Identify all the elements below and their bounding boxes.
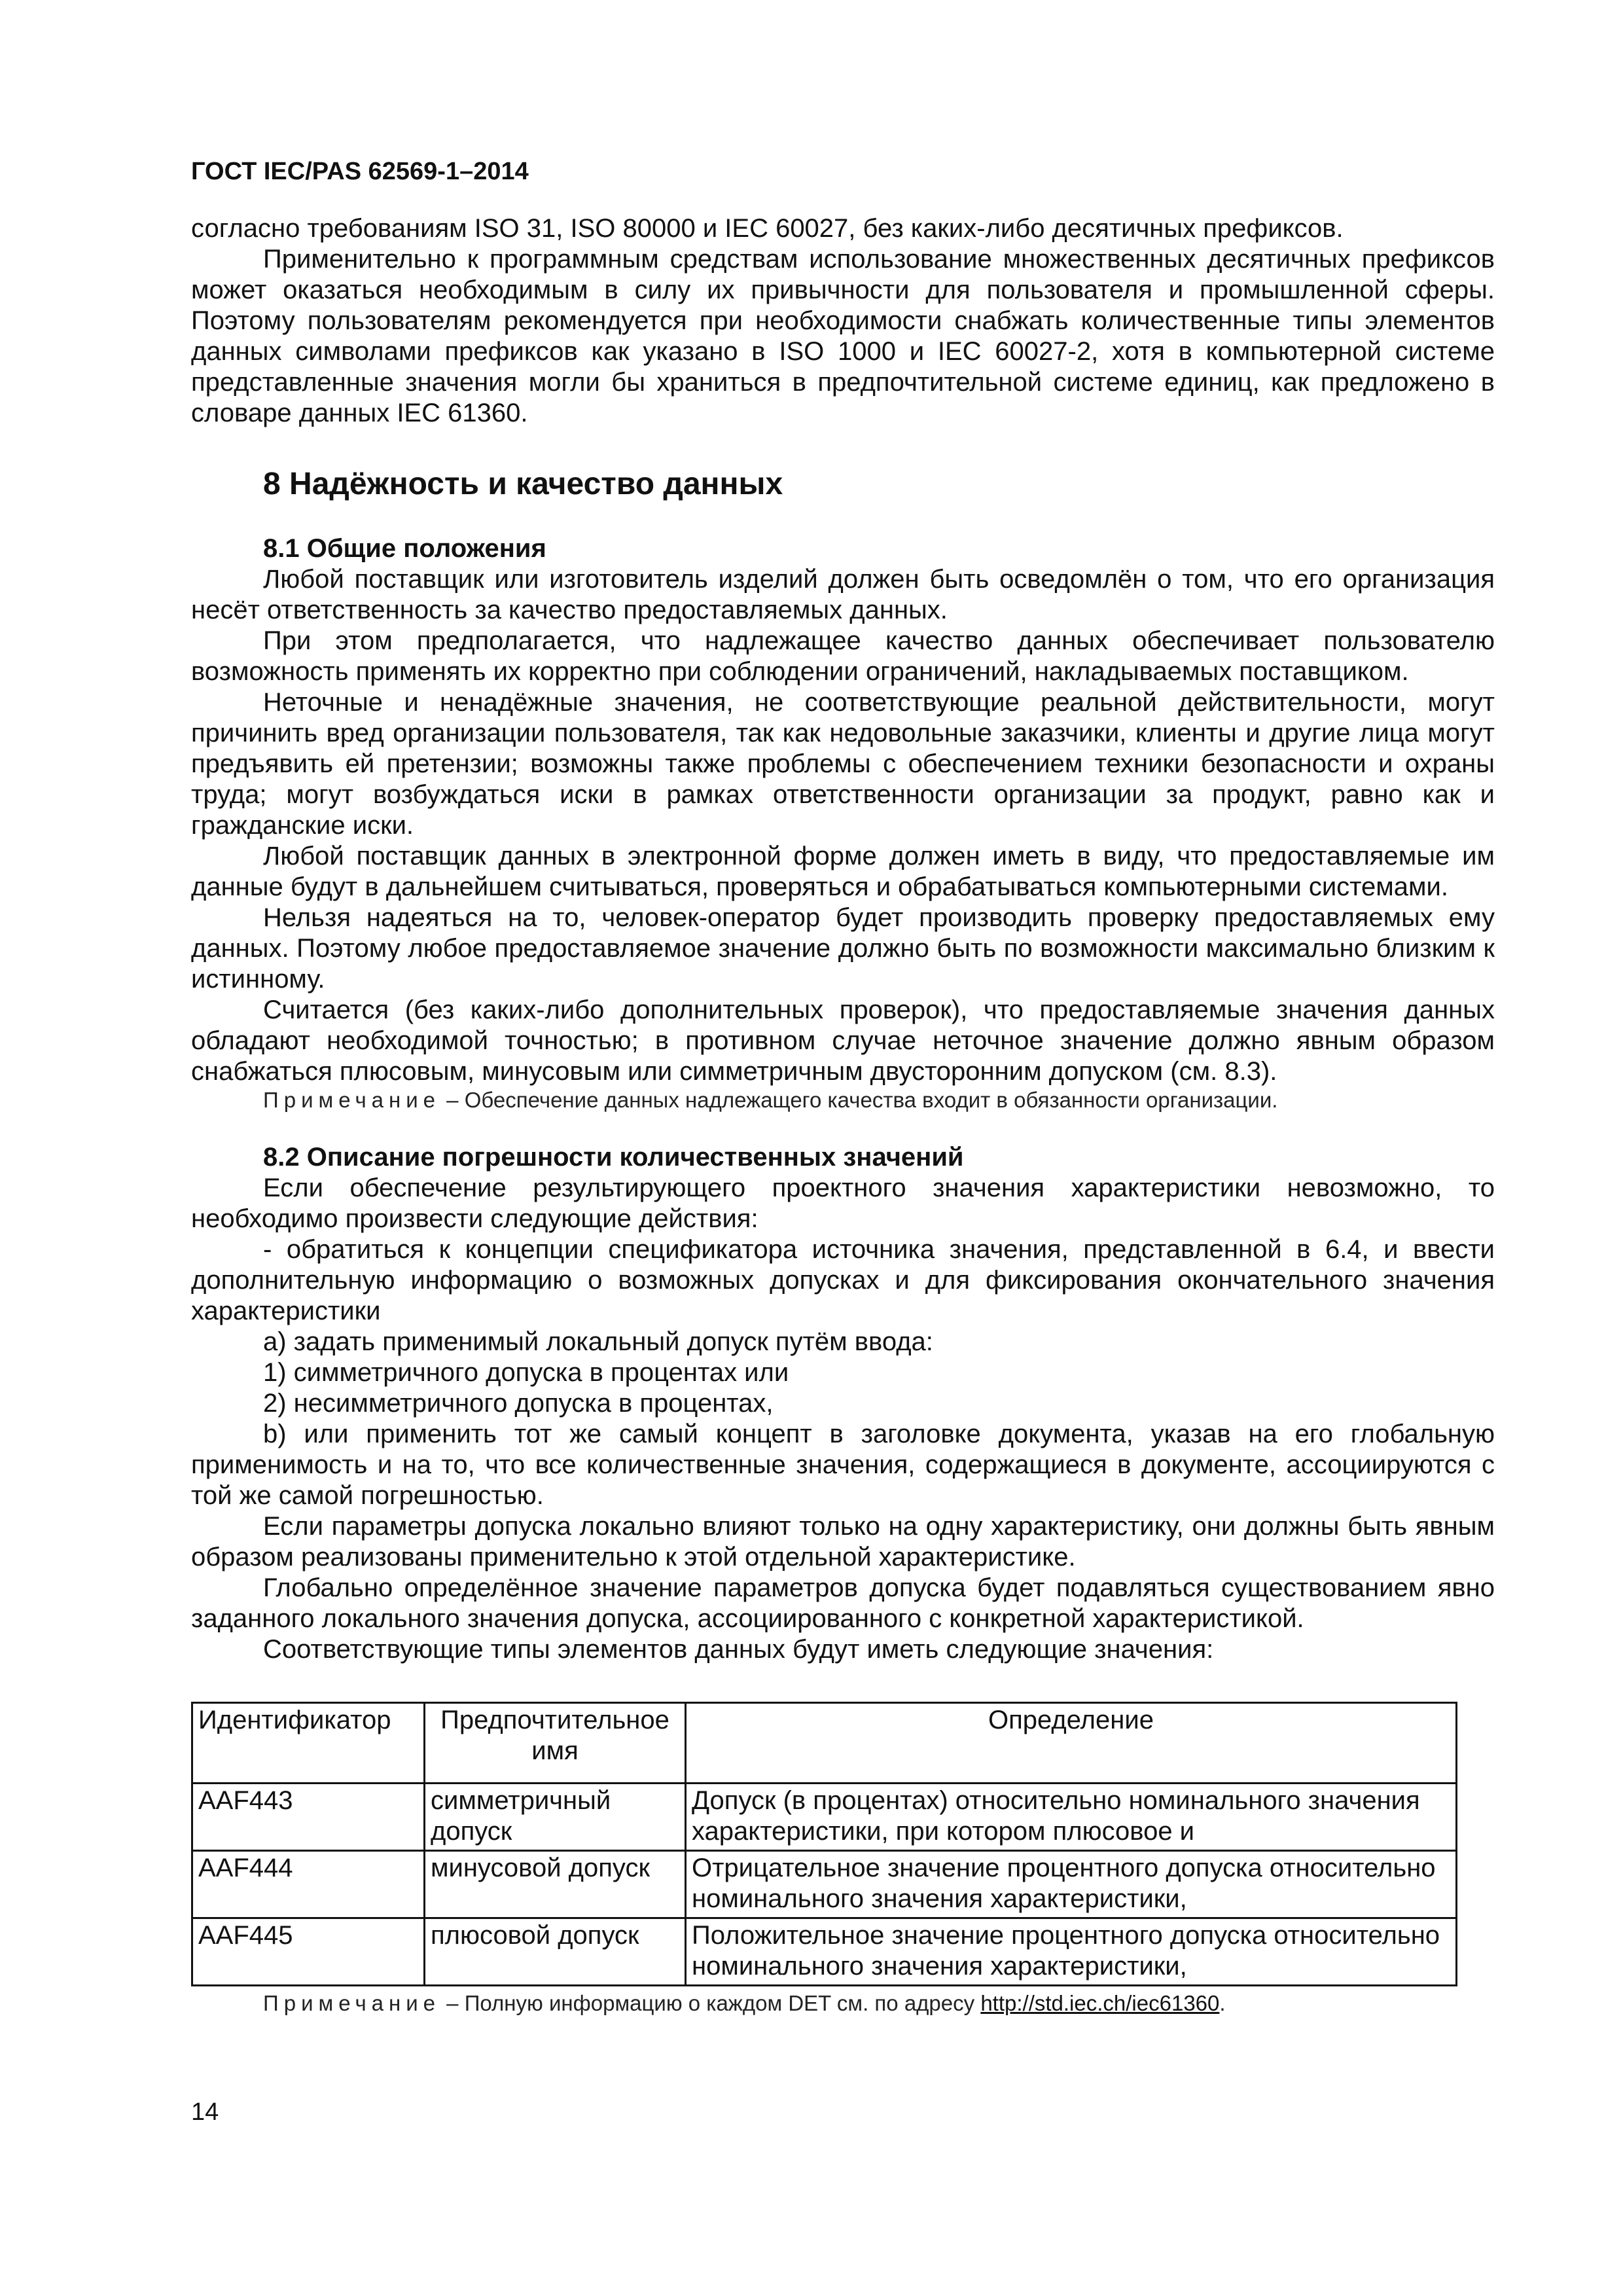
paragraph: Любой поставщик или изготовитель изделий должен быть осведомлён о том, что его организация несёт ответственность за качество предоставляемых данных. — [191, 565, 1495, 624]
note — [191, 1087, 1495, 1113]
paragraph: Глобально определённое значение параметров допуска будет подавляться существованием явно заданного локального значения допуска, ассоциированного с конкретной характеристикой. — [191, 1573, 1495, 1633]
note-text: – Обеспечение данных надлежащего качества входит в обязанности организации. — [440, 1088, 1278, 1112]
subsection-title: 8.2 Описание погрешности количественных значений — [263, 1143, 964, 1172]
definition-text: Отрицательное значение процентного допуска относительно номинального значения характеристики, — [692, 1854, 1436, 1913]
note-text: – Полную информацию о каждом DET см. по адресу — [440, 1991, 981, 2015]
paragraph: Любой поставщик данных в электронной форме должен иметь в виду, что предоставляемые им данные будут в дальнейшем считываться, проверяться и обрабатываться компьютерными системами. — [191, 842, 1495, 901]
table-header-row — [192, 1703, 1457, 1784]
note-label: Примечание — [263, 1991, 441, 2015]
paragraph: согласно требованиям ISO 31, ISO 80000 и IEC 60027, без каких-либо десятичных префиксов. — [191, 214, 1344, 243]
table-row — [192, 1918, 1457, 1986]
document-header: ГОСТ IEC/PAS 62569-1–2014 — [191, 158, 529, 185]
column-header-identifier: Идентификатор — [192, 1703, 425, 1784]
cell-preferred-name: минусовой допуск — [425, 1851, 686, 1918]
cell-identifier: AAF444 — [192, 1851, 425, 1918]
note-label: Примечание — [263, 1088, 441, 1112]
list-item: b) или применить тот же самый концепт в заголовке документа, указав на его глобальную применимость и на то, что все количественные значения, содержащиеся в документе, ассоциируются с той же самой погрешностью. — [191, 1420, 1495, 1510]
page-number: 14 — [191, 2098, 219, 2126]
definition-text: Положительное значение процентного допуска относительно номинального значения характеристики, — [692, 1921, 1440, 1981]
paragraph: При этом предполагается, что надлежащее качество данных обеспечивает пользователю возможность применять их корректно при соблюдении ограничений, накладываемых поставщиком. — [191, 626, 1495, 686]
cell-definition — [686, 1851, 1457, 1918]
paragraph: Неточные и ненадёжные значения, не соответствующие реальной действительности, могут причинить вред организации пользователя, так как недовольные заказчики, клиенты и другие лица могут предъявить ей претензии; возможны также проблемы с обеспечением техники безопасности и охраны труда; могут возбуждаться иски в рамках ответственности организации за продукт, равно как и гражданские иски. — [191, 688, 1495, 840]
iec61360-link[interactable]: http://std.iec.ch/iec61360 — [980, 1991, 1220, 2015]
cell-identifier: AAF443 — [192, 1784, 425, 1851]
list-item: 2) несимметричного допуска в процентах, — [263, 1389, 774, 1418]
paragraph: - обратиться к концепции спецификатора источника значения, представленной в 6.4, и ввести дополнительную информацию о возможных допусках и для фиксирования окончательного значения характеристики — [191, 1235, 1495, 1325]
table-note — [263, 1990, 1495, 2017]
cell-identifier: AAF445 — [192, 1918, 425, 1986]
paragraph: Считается (без каких-либо дополнительных проверок), что предоставляемые значения данных обладают необходимой точностью; в противном случае неточное значение должно явным образом снабжаться плюсовым, минусовым или симметричным двусторонним допуском (см. 8.3). — [191, 996, 1495, 1086]
table-row — [192, 1784, 1457, 1851]
note-end: . — [1219, 1991, 1226, 2015]
cell-definition — [686, 1918, 1457, 1986]
paragraph: Если параметры допуска локально влияют только на одну характеристику, они должны быть явным образом реализованы применительно к этой отдельной характеристике. — [191, 1512, 1495, 1571]
paragraph: Нельзя надеяться на то, человек-оператор будет производить проверку предоставляемых ему данных. Поэтому любое предоставляемое значение должно быть по возможности максимально близким к истинному. — [191, 903, 1495, 994]
cell-definition — [686, 1784, 1457, 1851]
subsection-title: 8.1 Общие положения — [263, 534, 546, 563]
paragraph: Применительно к программным средствам использование множественных десятичных префиксов может оказаться необходимым в силу их привычности для пользователя и промышленной сферы. Поэтому пользователям рекомендуется при необходимости снабжать количественные типы элементов данных символами префиксов как указано в ISO 1000 и IEC 60027-2, хотя в компьютерной системе представленные значения могли бы храниться в предпочтительной системе единиц, как предложено в словаре данных IEC 61360. — [191, 245, 1495, 427]
definition-text: Допуск (в процентах) относительно номинального значения характеристики, при котором плюсовое и — [692, 1786, 1420, 1846]
paragraph: Соответствующие типы элементов данных будут иметь следующие значения: — [263, 1635, 1214, 1664]
table-row — [192, 1851, 1457, 1918]
cell-preferred-name: плюсовой допуск — [425, 1918, 686, 1986]
paragraph: Если обеспечение результирующего проектного значения характеристики невозможно, то необходимо произвести следующие действия: — [191, 1174, 1495, 1233]
column-header-definition: Определение — [686, 1703, 1457, 1784]
list-item: 1) симметричного допуска в процентах или — [263, 1358, 789, 1387]
cell-preferred-name: симметричный допуск — [425, 1784, 686, 1851]
list-item: а) задать применимый локальный допуск путём ввода: — [263, 1327, 933, 1356]
column-header-preferred-name: Предпочтительное имя — [425, 1703, 686, 1784]
section-title: 8 Надёжность и качество данных — [263, 467, 783, 501]
det-table — [191, 1702, 1457, 1986]
